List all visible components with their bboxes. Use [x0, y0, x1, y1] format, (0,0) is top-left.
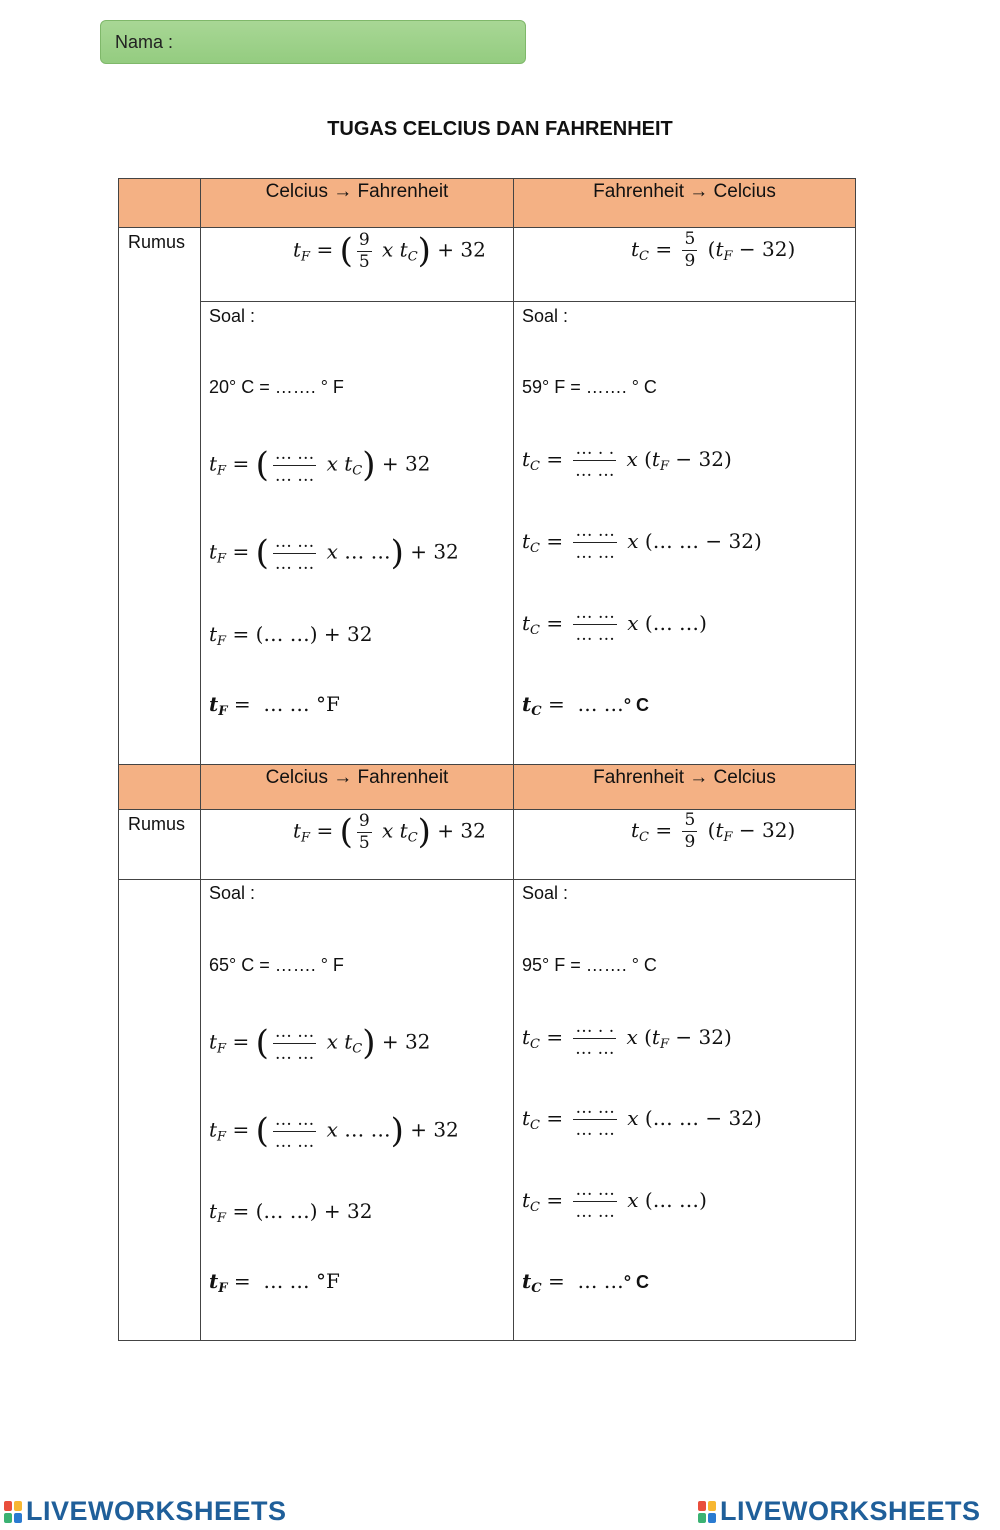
step-c-to-f-3: $t_F$ = (… …) + 32: [209, 622, 373, 649]
step-f-to-c-1: $t_C$ = $\frac{\dots . .}{\dots \dots}$ x $(t_F - 32)$: [522, 1017, 732, 1059]
header-celsius-to-fahrenheit: Celcius → Fahrenheit: [265, 181, 449, 202]
rumus-label: Rumus: [128, 232, 186, 252]
liveworksheets-logo-right: LIVEWORKSHEETS: [698, 1496, 981, 1527]
question-f-to-c: 95° F = ……. ° C: [522, 955, 657, 975]
worksheet-table: [118, 178, 856, 1341]
soal-label: Soal :: [522, 306, 569, 326]
name-label: Nama :: [115, 31, 174, 52]
soal-label: Soal :: [209, 883, 256, 903]
step-f-to-c-2: $t_C$ = $\frac{\dots \dots}{\dots \dots}$ x (… … − 32): [522, 1098, 762, 1140]
soal-label: Soal :: [209, 306, 256, 326]
formula-c-to-f: $t_F$ = ( $\frac{9}{5}$ x $t_C) + 32$: [293, 229, 486, 272]
question-c-to-f: 20° C = ……. ° F: [209, 377, 344, 397]
formula-f-to-c: $t_C$ = $\frac{5}{9}$ $(t_F - 32)$: [631, 229, 796, 271]
header-celsius-to-fahrenheit: Celcius → Fahrenheit: [265, 767, 449, 788]
step-c-to-f-1: $t_F$ = ( $\frac{\dots \dots}{\dots \dots}$ x $t_C) + 32$: [209, 443, 431, 486]
liveworksheets-icon: [4, 1501, 22, 1523]
step-c-to-f-2: $t_F$ = ( $\frac{\dots \dots}{\dots \dots}$ x … …) + 32: [209, 531, 459, 574]
name-field[interactable]: [100, 20, 526, 64]
header-fahrenheit-to-celsius: Fahrenheit → Celcius: [593, 767, 776, 788]
question-f-to-c: 59° F = ……. ° C: [522, 377, 657, 397]
step-c-to-f-1: $t_F$ = ( $\frac{\dots \dots}{\dots \dots}$ x $t_C) + 32$: [209, 1021, 431, 1064]
step-f-to-c-3: $t_C$ = $\frac{\dots \dots}{\dots \dots}$ x (… …): [522, 1180, 707, 1222]
step-c-to-f-2: $t_F$ = ( $\frac{\dots \dots}{\dots \dots}$ x … …) + 32: [209, 1109, 459, 1152]
step-f-to-c-1: $t_C$ = $\frac{\dots . .}{\dots \dots}$ x $(t_F - 32)$: [522, 439, 732, 481]
header-fahrenheit-to-celsius: Fahrenheit → Celcius: [593, 181, 776, 202]
step-c-to-f-result: $t_F$ = … … °F: [209, 692, 340, 719]
step-f-to-c-result: $t_C$ = … …° C: [522, 692, 650, 719]
step-f-to-c-2: $t_C$ = $\frac{\dots \dots}{\dots \dots}$ x (… … − 32): [522, 521, 762, 563]
formula-c-to-f: $t_F$ = ( $\frac{9}{5}$ x $t_C) + 32$: [293, 810, 486, 853]
formula-f-to-c: $t_C$ = $\frac{5}{9}$ $(t_F - 32)$: [631, 810, 796, 852]
liveworksheets-icon: [698, 1501, 716, 1523]
soal-label: Soal :: [522, 883, 569, 903]
step-f-to-c-result: $t_C$ = … …° C: [522, 1269, 650, 1296]
question-c-to-f: 65° C = ……. ° F: [209, 955, 344, 975]
step-f-to-c-3: $t_C$ = $\frac{\dots \dots}{\dots \dots}$ x (… …): [522, 603, 707, 645]
liveworksheets-logo-left: LIVEWORKSHEETS: [4, 1496, 287, 1527]
step-c-to-f-result: $t_F$ = … … °F: [209, 1269, 340, 1296]
step-c-to-f-3: $t_F$ = (… …) + 32: [209, 1199, 373, 1226]
page-title: TUGAS CELCIUS DAN FAHRENHEIT: [327, 118, 673, 140]
rumus-label: Rumus: [128, 814, 186, 834]
